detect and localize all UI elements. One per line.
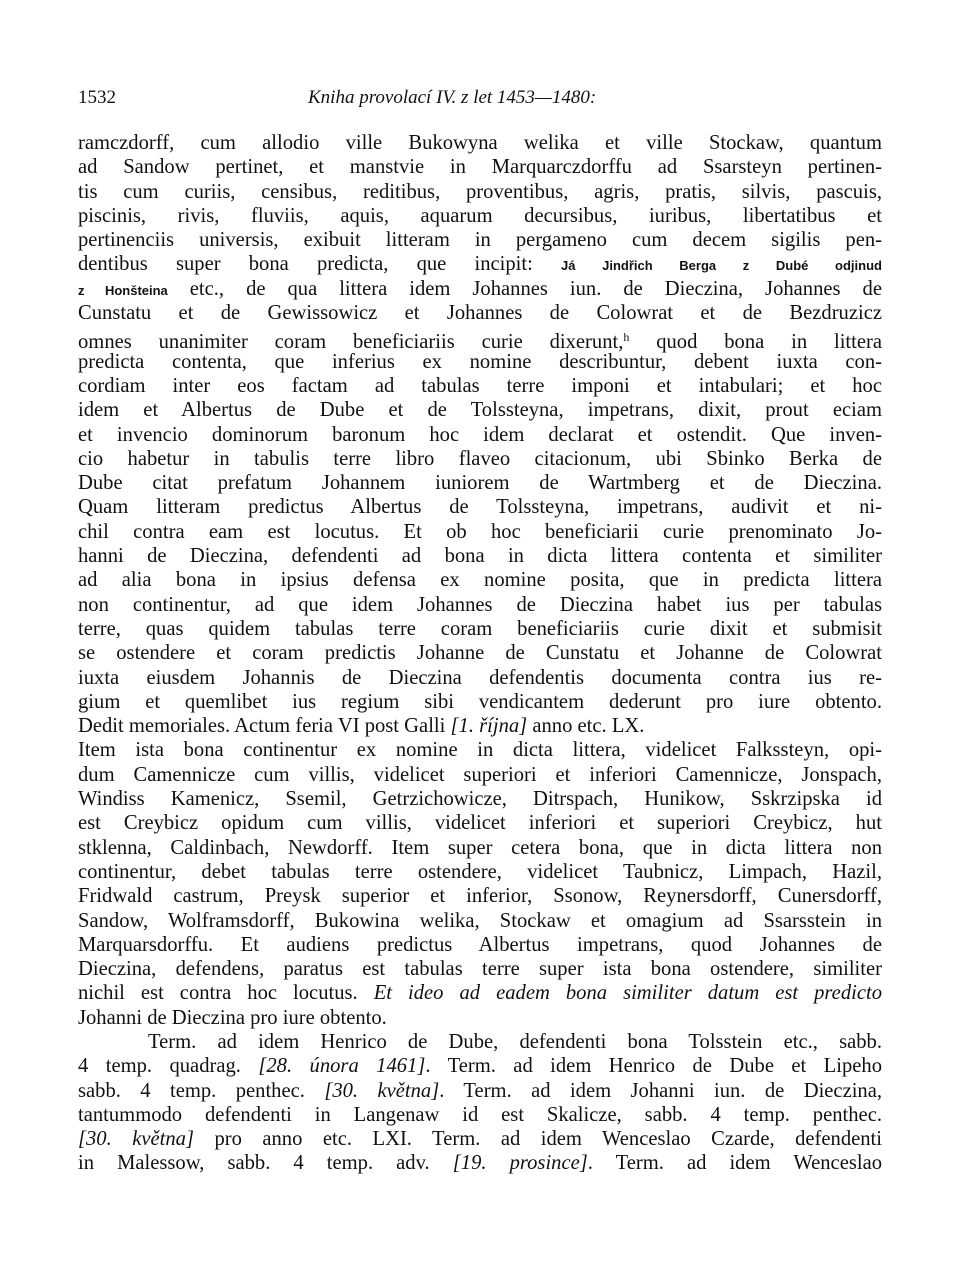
text-segment: . Term. ad idem Johanni iun. de Dieczina, — [439, 1079, 883, 1102]
text-segment: pro anno etc. LXI. Term. ad idem Wenceslao Czarde, defendenti — [193, 1128, 882, 1151]
text-line — [78, 471, 882, 495]
page-header — [78, 87, 882, 113]
text-line — [78, 350, 882, 374]
text-line — [78, 617, 882, 641]
text-segment: anno etc. LX. — [527, 715, 645, 738]
text-line — [78, 1079, 882, 1103]
footnote-mark: h — [623, 330, 630, 345]
text-segment: stklenna, Caldinbach, Newdorff. Item super cetera bona, que in dicta littera non — [78, 836, 882, 859]
text-segment: [30. května] — [324, 1079, 440, 1102]
text-segment: et invencio dominorum baronum hoc idem declarat et ostendit. Que inven- — [78, 423, 882, 446]
text-segment: 4 temp. quadrag. — [78, 1055, 259, 1078]
text-segment: Johanni de Dieczina pro iure obtento. — [78, 1006, 387, 1029]
running-head: Kniha provolací IV. z let 1453—1480: — [308, 87, 597, 108]
text-segment: [30. května] — [78, 1128, 194, 1151]
text-segment: se ostendere et coram predictis Johanne de Cunstatu et Johanne de Colowrat — [78, 642, 882, 665]
text-line — [78, 228, 882, 252]
text-line — [78, 593, 882, 617]
text-segment: cordiam inter eos factam ad tabulas terre imponi et intabulari; et hoc — [78, 374, 882, 397]
text-line — [78, 836, 882, 860]
text-segment: Marquarsdorffu. Et audiens predictus Albertus impetrans, quod Johannes de — [78, 933, 882, 956]
text-segment: [19. prosince] — [452, 1152, 588, 1175]
text-segment: omnes unanimiter coram beneficiariis curie dixerunt, — [78, 331, 624, 354]
text-line — [78, 1054, 882, 1078]
text-line — [78, 252, 882, 276]
text-line — [78, 787, 882, 811]
text-line — [78, 495, 882, 519]
text-segment: chil contra eam est locutus. Et ob hoc beneficiarii curie prenominato Jo- — [78, 520, 882, 543]
text-line — [78, 204, 882, 228]
text-segment: etc., de qua littera idem Johannes iun. de Dieczina, Johannes de — [167, 277, 882, 300]
text-segment: gium et quemlibet ius regium sibi vendicantem dederunt pro iure obtento. — [78, 690, 882, 713]
text-line — [78, 520, 882, 544]
text-segment: ad Sandow pertinet, et manstvie in Marquarczdorffu ad Ssarsteyn pertinen- — [78, 156, 882, 179]
text-segment: est Creybicz opidum cum villis, videlicet inferiori et superiori Creybicz, hut — [78, 812, 882, 835]
text-line — [78, 301, 882, 325]
text-line — [78, 860, 882, 884]
text-segment: pertinenciis universis, exibuit litteram in pergameno cum decem sigilis pen- — [78, 229, 882, 252]
text-segment: ramczdorff, cum allodio ville Bukowyna welika et ville Stockaw, quantum — [78, 132, 882, 154]
text-segment: Cunstatu et de Gewissowicz et Johannes de Colowrat et de Bezdruzicz — [78, 302, 882, 325]
text-segment: . Term. ad idem Henrico de Dube et Lipeho — [425, 1055, 882, 1078]
text-line — [78, 933, 882, 957]
text-segment: Dube citat prefatum Johannem iuniorem de Wartmberg et de Dieczina. — [78, 472, 882, 495]
text-segment: predicta contenta, que inferius ex nomine describuntur, debent iuxta con- — [78, 350, 882, 373]
text-line — [78, 1127, 882, 1151]
text-line — [78, 738, 882, 762]
text-segment: Windiss Kamenicz, Ssemil, Getrzichowicze, Ditrspach, Hunikow, Sskrzipska id — [78, 788, 882, 811]
text-segment: cio habetur in tabulis terre libro flaveo citacionum, ubi Sbinko Berka de — [78, 447, 882, 470]
text-line — [78, 957, 882, 981]
text-segment: Term. ad idem Henrico de Dube, defendenti bona Tolsstein etc., sabb. — [148, 1030, 882, 1053]
text-segment: Quam litteram predictus Albertus de Tolssteyna, impetrans, audivit et ni- — [78, 496, 882, 519]
text-line — [78, 1006, 882, 1030]
text-segment: hanni de Dieczina, defendenti ad bona in dicta littera contenta et similiter — [78, 545, 882, 568]
text-line — [78, 131, 882, 155]
text-segment: Dieczina, defendens, paratus est tabulas terre super ista bona ostendere, similiter — [78, 958, 882, 981]
text-line — [78, 325, 882, 354]
text-segment: [28. února 1461] — [258, 1055, 426, 1078]
text-segment: sabb. 4 temp. penthec. — [78, 1079, 325, 1102]
body-text — [78, 131, 882, 1176]
text-segment: tis cum curiis, censibus, reditibus, proventibus, agris, pratis, silvis, pascuis, — [78, 180, 882, 203]
text-line — [78, 666, 882, 690]
text-segment: dum Camennicze cum villis, videlicet superiori et inferiori Camennicze, Jonspach, — [78, 763, 882, 786]
text-line — [78, 277, 882, 301]
text-segment: dentibus super bona predicta, que incipit: — [78, 253, 561, 276]
text-segment: [1. října] — [450, 715, 528, 738]
text-segment: continentur, debet tabulas terre ostendere, videlicet Taubnicz, Limpach, Hazil, — [78, 860, 882, 883]
text-line — [78, 763, 882, 787]
text-segment: terre, quas quidem tabulas terre coram beneficiariis curie dixit et submisit — [78, 617, 882, 640]
text-line — [78, 423, 882, 447]
text-line — [78, 398, 882, 422]
text-line — [78, 981, 882, 1005]
text-line — [78, 155, 882, 179]
text-line — [78, 1030, 882, 1054]
text-segment: nichil est contra hoc locutus. — [78, 982, 374, 1005]
text-segment: Sandow, Wolframsdorff, Bukowina welika, Stockaw et omagium ad Ssarsstein in — [78, 909, 882, 932]
text-line — [78, 641, 882, 665]
text-segment: quod bona in littera — [629, 331, 882, 354]
text-segment: . Term. ad idem Wenceslao — [587, 1152, 883, 1175]
text-segment: idem et Albertus de Dube et de Tolssteyna, impetrans, dixit, prout eciam — [78, 399, 882, 422]
text-segment: Fridwald castrum, Preysk superior et inferior, Ssonow, Reynersdorff, Cunersdorff, — [78, 885, 882, 908]
text-line — [78, 1103, 882, 1127]
text-segment: piscinis, rivis, fluviis, aquis, aquarum decursibus, iuribus, libertatibus et — [78, 204, 882, 227]
text-line — [78, 884, 882, 908]
text-segment: non continentur, ad que idem Johannes de Dieczina habet ius per tabulas — [78, 593, 882, 616]
text-segment: Et ideo ad eadem bona similiter datum est predicto — [373, 982, 883, 1005]
text-line — [78, 811, 882, 835]
text-line — [78, 714, 882, 738]
text-segment: tantummodo defendenti in Langenaw id est Skalicze, sabb. 4 temp. penthec. — [78, 1103, 882, 1126]
text-segment: Já Jindřich Berga z Dubé odjinud — [561, 258, 882, 274]
text-segment: ad alia bona in ipsius defensa ex nomine posita, que in predicta littera — [78, 569, 882, 592]
text-segment: Dedit memoriales. Actum feria VI post Galli — [78, 715, 451, 738]
text-segment: z Honšteina — [78, 282, 168, 298]
text-segment: Item ista bona continentur ex nomine in dicta littera, videlicet Falkssteyn, opi- — [78, 739, 882, 762]
text-line — [78, 447, 882, 471]
text-segment: in Malessow, sabb. 4 temp. adv. — [78, 1152, 453, 1175]
text-line — [78, 374, 882, 398]
text-line — [78, 568, 882, 592]
text-line — [78, 1151, 882, 1175]
text-line — [78, 909, 882, 933]
text-segment: iuxta eiusdem Johannis de Dieczina defendentis documenta contra ius re- — [78, 666, 882, 689]
text-line — [78, 690, 882, 714]
page-number: 1532 — [78, 87, 116, 108]
text-line — [78, 544, 882, 568]
text-line — [78, 180, 882, 204]
